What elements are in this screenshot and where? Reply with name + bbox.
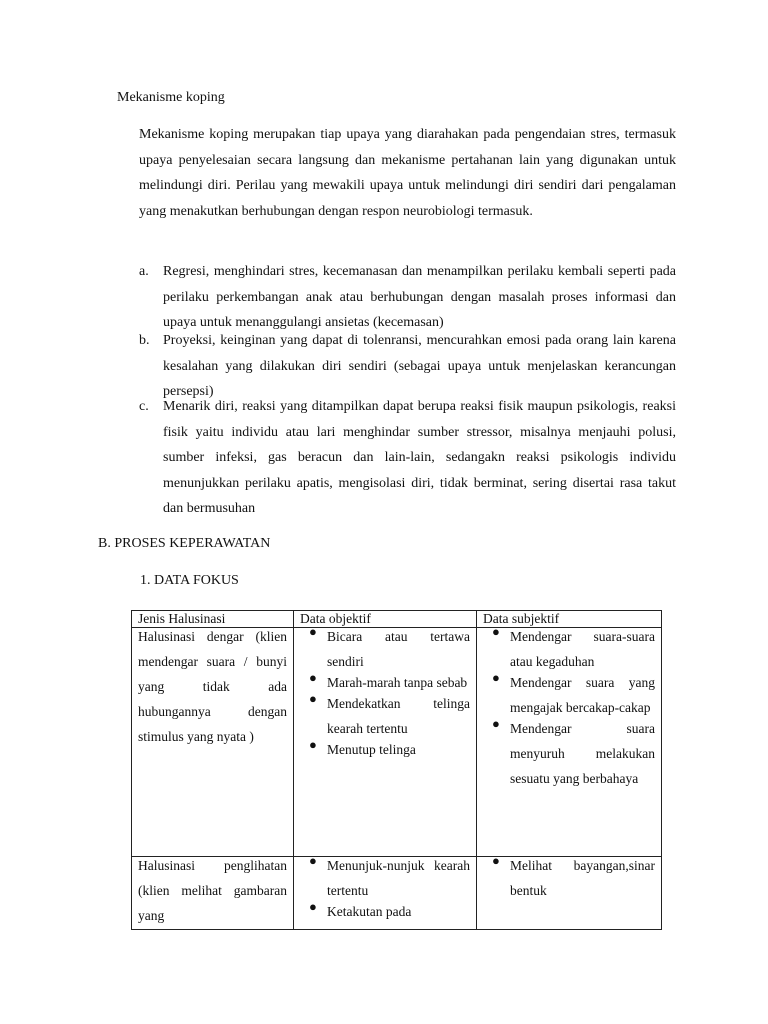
list-marker: a. — [139, 264, 149, 279]
section-title: Mekanisme koping — [117, 90, 225, 105]
bullet-icon: ● — [492, 624, 500, 639]
cell-jenis-text: Halusinasi penglihatan (klien melihat gambaran yang — [138, 858, 287, 923]
bullet-icon: ● — [309, 853, 317, 868]
cell-jenis-text: Halusinasi dengar (klien mendengar suara / bunyi yang tidak ada hubungannya dengan stimulus yang nyata ) — [138, 629, 287, 744]
bullet-text: Marah-marah tanpa sebab — [327, 675, 468, 690]
table-row — [132, 628, 662, 857]
list-item-a — [139, 259, 676, 335]
list-item — [483, 853, 655, 903]
list-item — [300, 624, 470, 674]
list-item — [300, 853, 470, 903]
list-text: Regresi, menghindari stres, kecemanasan dan menampilkan perilaku kembali seperti pada perilaku perkembangan anak atau berhubungan dengan masalah proses informasi dan upaya untuk menanggulangi ansietas (kecemasan) — [163, 264, 676, 330]
cell-objektif — [294, 853, 477, 930]
bullet-icon: ● — [309, 737, 317, 752]
bullet-icon: ● — [309, 691, 317, 706]
header-data-subjektif: Data subjektif — [477, 611, 662, 628]
bullet-icon: ● — [492, 670, 500, 685]
bullet-icon: ● — [492, 716, 500, 731]
bullet-text: Mendengar suara-suara atau kegaduhan — [510, 629, 655, 669]
list-marker: c. — [139, 399, 149, 414]
bullet-text: Mendengar suara menyuruh melakukan sesuatu yang berbahaya — [510, 721, 655, 786]
bullet-text: Bicara atau tertawa sendiri — [327, 629, 470, 669]
subsection-title: 1. DATA FOKUS — [140, 573, 239, 588]
list-item — [483, 624, 655, 674]
list-text: Proyeksi, keinginan yang dapat di tolenransi, mencurahkan emosi pada orang lain karena kesalahan yang dilakukan diri sendiri (sebagai upaya untuk menjelaskan kerancungan persepsi) — [163, 333, 676, 399]
header-jenis-halusinasi: Jenis Halusinasi — [132, 611, 294, 628]
table-row — [132, 857, 662, 930]
data-focus-table — [131, 610, 662, 930]
bullet-icon: ● — [309, 624, 317, 639]
section-b-title: B. PROSES KEPERAWATAN — [98, 536, 271, 551]
list-item-b — [139, 328, 676, 404]
bullet-text: Menunjuk-nunjuk kearah tertentu — [327, 858, 470, 898]
list-item — [483, 670, 655, 720]
bullet-icon: ● — [309, 670, 317, 685]
cell-jenis — [132, 857, 294, 930]
list-item — [300, 691, 470, 741]
list-item — [300, 899, 470, 924]
bullet-text: Mendekatkan telinga kearah tertentu — [327, 696, 470, 736]
list-item-c — [139, 394, 676, 522]
list-item — [300, 737, 470, 762]
cell-objektif — [294, 624, 477, 857]
bullet-text: Ketakutan pada — [327, 904, 412, 919]
list-marker: b. — [139, 333, 150, 348]
bullet-text: Melihat bayangan,sinar bentuk — [510, 858, 655, 898]
header-data-objektif: Data objektif — [294, 611, 477, 628]
bullet-icon: ● — [309, 899, 317, 914]
list-text: Menarik diri, reaksi yang ditampilkan dapat berupa reaksi fisik maupun psikologis, reaksi fisik yaitu individu atau lari menghindar sumber stressor, misalnya menjauhi polusi, sumber infeksi, gas beracun dan lain-lain, sedangakn reaksi psikologis individu menunjukkan perilaku apatis, mengisolasi diri, tidak berminat, sering disertai rasa takut dan bermusuhan — [163, 399, 676, 516]
cell-subjektif — [477, 853, 662, 930]
intro-paragraph: Mekanisme koping merupakan tiap upaya yang diarahakan pada pengendaian stres, termasuk upaya penyelesaian secara langsung dan mekanisme pertahanan lain yang digunakan untuk melindungi diri. Perilau yang mewakili upaya untuk melindungi diri sendiri dari pengalaman yang menakutkan berhubungan dengan respon neurobiologi termasuk. — [139, 127, 676, 219]
bullet-text: Menutup telinga — [327, 742, 416, 757]
list-item — [483, 716, 655, 791]
cell-jenis — [132, 628, 294, 857]
bullet-text: Mendengar suara yang mengajak bercakap-cakap — [510, 675, 655, 715]
bullet-icon: ● — [492, 853, 500, 868]
cell-subjektif — [477, 624, 662, 857]
